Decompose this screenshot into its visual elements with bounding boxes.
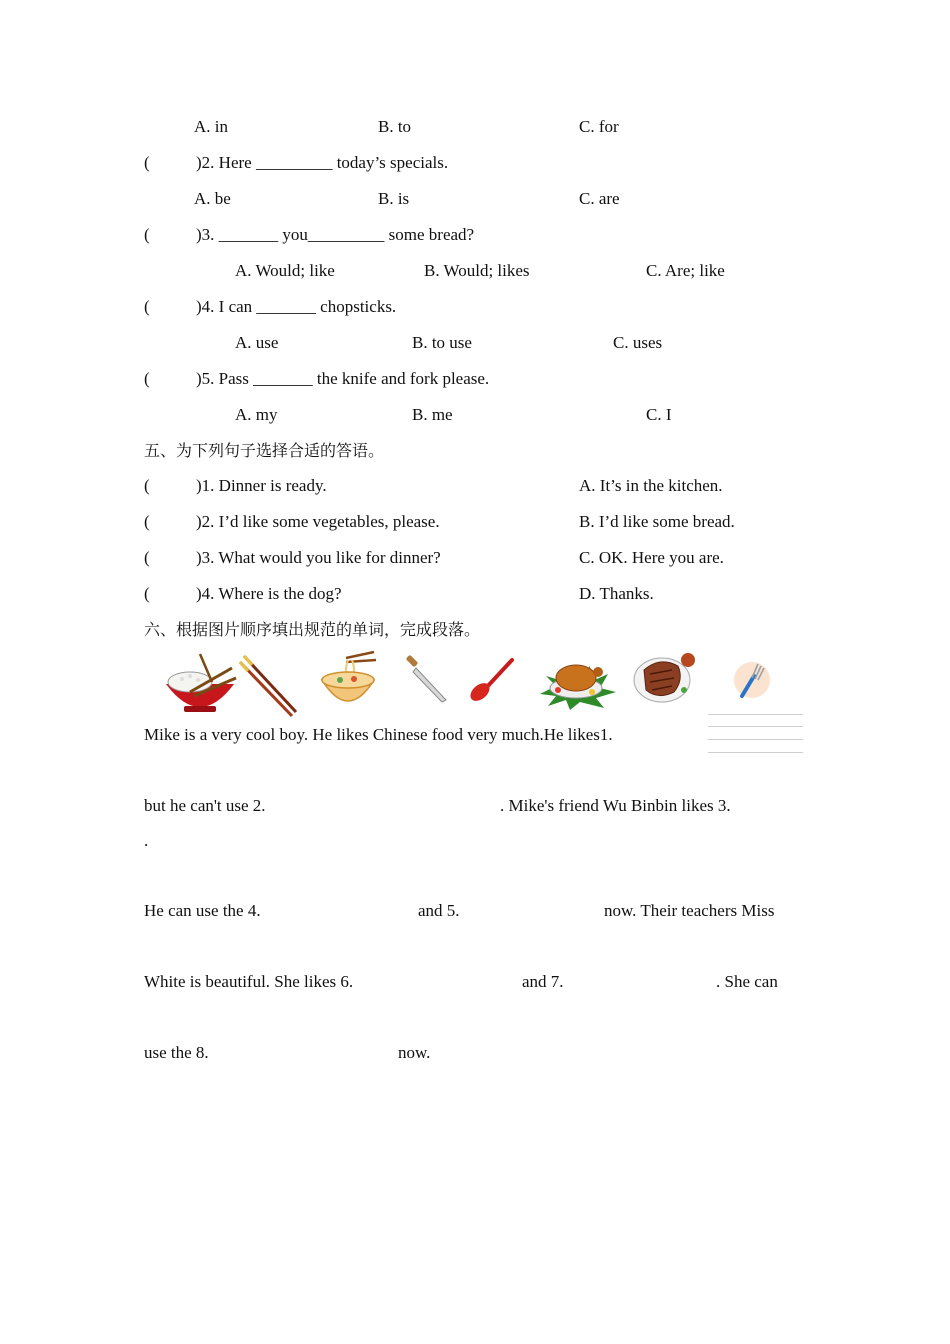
s5-item2-paren: ( [144, 512, 150, 531]
q4-option-a: A. use [235, 333, 279, 352]
s5-item3-paren: ( [144, 548, 150, 567]
s5-item2-answer: B. I’d like some bread. [579, 512, 735, 531]
section6-title: 六、根据图片顺序填出规范的单词，完成段落。 [144, 620, 481, 639]
steak-icon [632, 650, 700, 706]
q2-option-c: C. are [579, 189, 620, 208]
chopsticks-icon [238, 652, 302, 718]
q2-stem: )2. Here _________ today’s specials. [196, 153, 449, 172]
paragraph-line-1: Mike is a very cool boy. He likes Chinese food very much.He likes1. [144, 725, 613, 744]
s5-item3-question: )3. What would you like for dinner? [196, 548, 441, 567]
roast-chicken-icon [536, 650, 618, 710]
paragraph-line-2-dot: . [144, 831, 149, 850]
q3-paren: ( [144, 225, 150, 244]
s5-item2-question: )2. I’d like some vegetables, please. [196, 512, 440, 531]
knife-icon [402, 654, 452, 706]
paragraph-line-5b: now. [398, 1043, 431, 1062]
q5-option-a: A. my [235, 405, 278, 424]
answer-writing-lines[interactable] [708, 714, 803, 754]
paragraph-line-4c: . She can [716, 972, 778, 991]
paragraph-line-4a: White is beautiful. She likes 6. [144, 972, 354, 991]
s5-item4-question: )4. Where is the dog? [196, 584, 342, 603]
s5-item4-answer: D. Thanks. [579, 584, 654, 603]
q2-option-b: B. is [378, 189, 410, 208]
paragraph-line-3c: now. Their teachers Miss [604, 901, 775, 920]
q1-option-a: A. in [194, 117, 228, 136]
q4-option-b: B. to use [412, 333, 472, 352]
rice-bowl-icon [160, 652, 240, 718]
section5-title: 五、为下列句子选择合适的答语。 [144, 441, 385, 460]
q1-option-b: B. to [378, 117, 412, 136]
q2-option-a: A. be [194, 189, 231, 208]
s5-item1-answer: A. It’s in the kitchen. [579, 476, 723, 495]
q5-option-c: C. I [646, 405, 672, 424]
s5-item1-paren: ( [144, 476, 150, 495]
fork-icon [728, 656, 774, 704]
paragraph-line-2a: but he can't use 2. [144, 796, 266, 815]
q2-paren: ( [144, 153, 150, 172]
s5-item4-paren: ( [144, 584, 150, 603]
paragraph-line-2b: . Mike's friend Wu Binbin likes 3. [500, 796, 731, 815]
q3-option-c: C. Are; like [646, 261, 725, 280]
q4-stem: )4. I can _______ chopsticks. [196, 297, 397, 316]
paragraph-line-3a: He can use the 4. [144, 901, 261, 920]
q1-option-c: C. for [579, 117, 619, 136]
q3-option-a: A. Would; like [235, 261, 335, 280]
paragraph-line-3b: and 5. [418, 901, 460, 920]
noodles-icon [318, 648, 378, 712]
paragraph-line-5a: use the 8. [144, 1043, 209, 1062]
q5-stem: )5. Pass _______ the knife and fork please. [196, 369, 490, 388]
q5-option-b: B. me [412, 405, 453, 424]
q3-stem: )3. _______ you_________ some bread? [196, 225, 475, 244]
paragraph-line-4b: and 7. [522, 972, 564, 991]
q4-option-c: C. uses [613, 333, 663, 352]
s5-item1-question: )1. Dinner is ready. [196, 476, 327, 495]
q3-option-b: B. Would; likes [424, 261, 530, 280]
spoon-icon [466, 654, 516, 706]
q4-paren: ( [144, 297, 150, 316]
q5-paren: ( [144, 369, 150, 388]
s5-item3-answer: C. OK. Here you are. [579, 548, 724, 567]
